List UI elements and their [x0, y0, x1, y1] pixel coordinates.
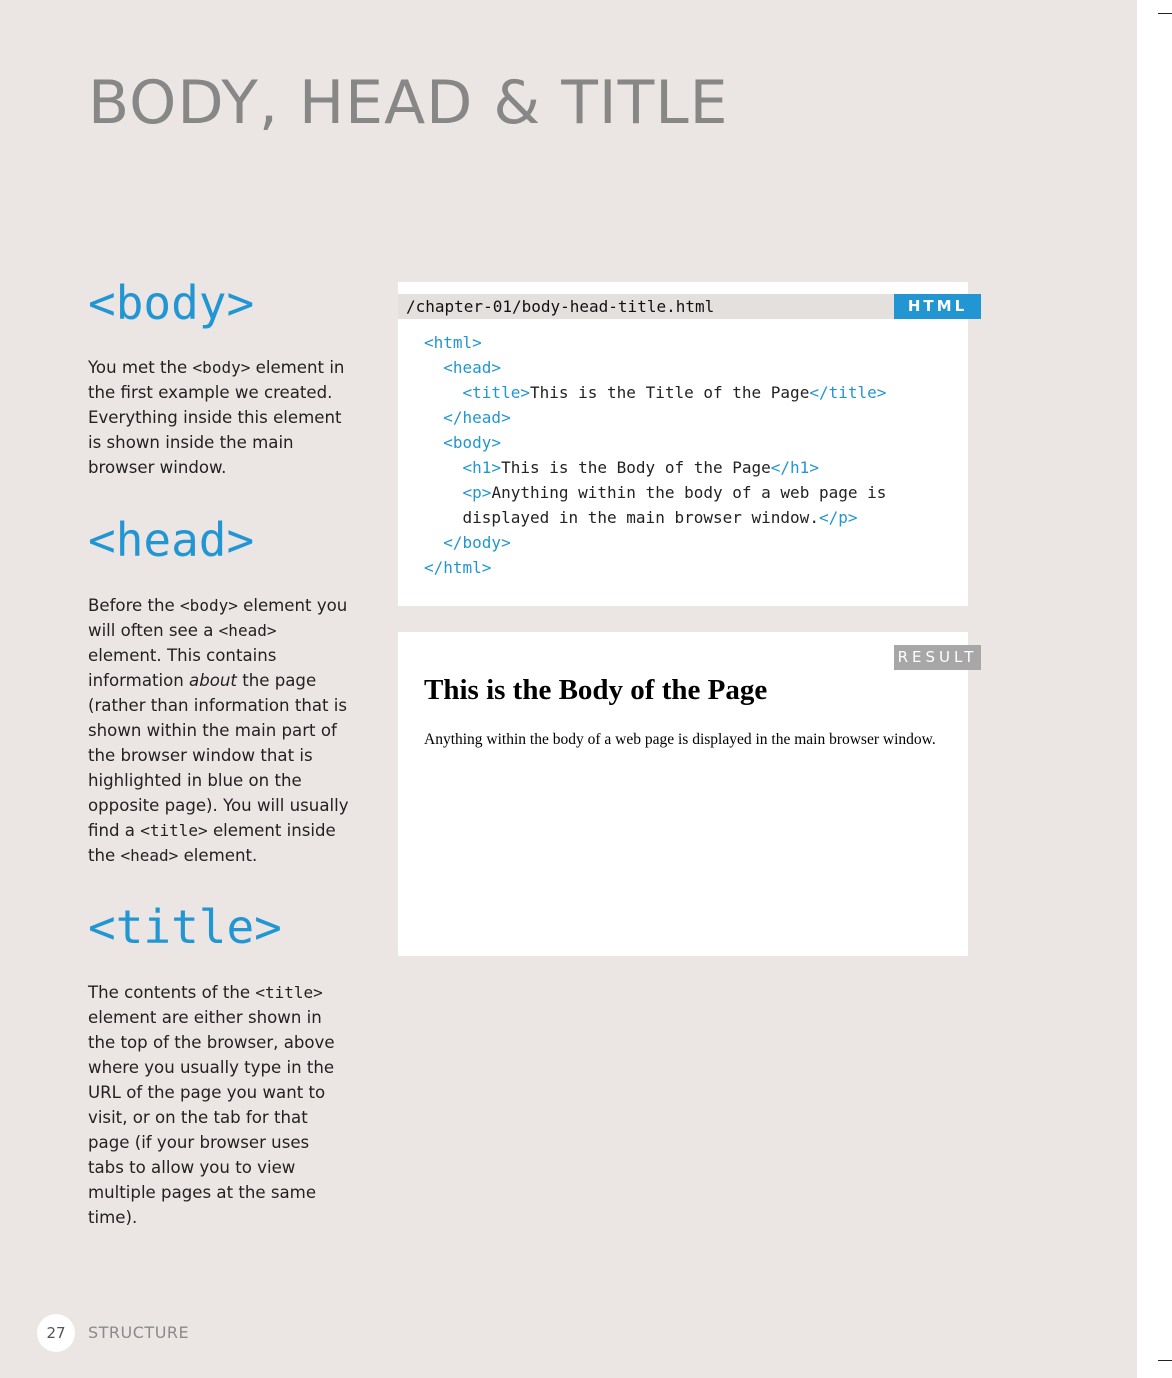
result-label: RESULT [894, 645, 981, 670]
code-file-path: /chapter-01/body-head-title.html [406, 297, 715, 316]
page-title: BODY, HEAD & TITLE [88, 68, 729, 138]
code-line: </html> [424, 558, 492, 577]
title-heading: <title> [88, 900, 282, 954]
code-line: <title>This is the Title of the Page</title> [424, 383, 887, 402]
head-description: Before the <body> element you will often see a <head> element. This contains information about the page (rather than information that is shown within the main part of the browser window that is highlighted in blue on the opposite page). You will usually find a <title> element inside the <head> element. [88, 596, 349, 865]
code-line: displayed in the main browser window.</p> [424, 508, 858, 527]
body-heading: <body> [88, 276, 255, 330]
code-line: <h1>This is the Body of the Page</h1> [424, 458, 819, 477]
code-line: <body> [424, 433, 502, 452]
code-line: </head> [424, 408, 511, 427]
html-label: HTML [894, 294, 981, 319]
code-line: </body> [424, 533, 511, 552]
page-edge-mark [1158, 13, 1172, 14]
section-name: STRUCTURE [88, 1323, 190, 1342]
body-description: You met the <body> element in the first example we created. Everything inside this element is shown inside the main browser window. [88, 358, 345, 477]
code-listing [424, 330, 886, 580]
code-line: <head> [424, 358, 502, 377]
page-edge-mark [1158, 1360, 1172, 1361]
title-description: The contents of the <title> element are either shown in the top of the browser, above where you usually type in the URL of the page you want to visit, or on the tab for that page (if your browser uses tabs to allow you to view multiple pages at the same time). [88, 983, 335, 1227]
code-line: <p>Anything within the body of a web page is [424, 483, 887, 502]
page-number-badge: 27 [37, 1314, 75, 1352]
result-heading: This is the Body of the Page [424, 674, 768, 706]
code-line: <html> [424, 333, 482, 352]
result-paragraph: Anything within the body of a web page is displayed in the main browser window. [424, 731, 936, 748]
head-heading: <head> [88, 513, 255, 567]
